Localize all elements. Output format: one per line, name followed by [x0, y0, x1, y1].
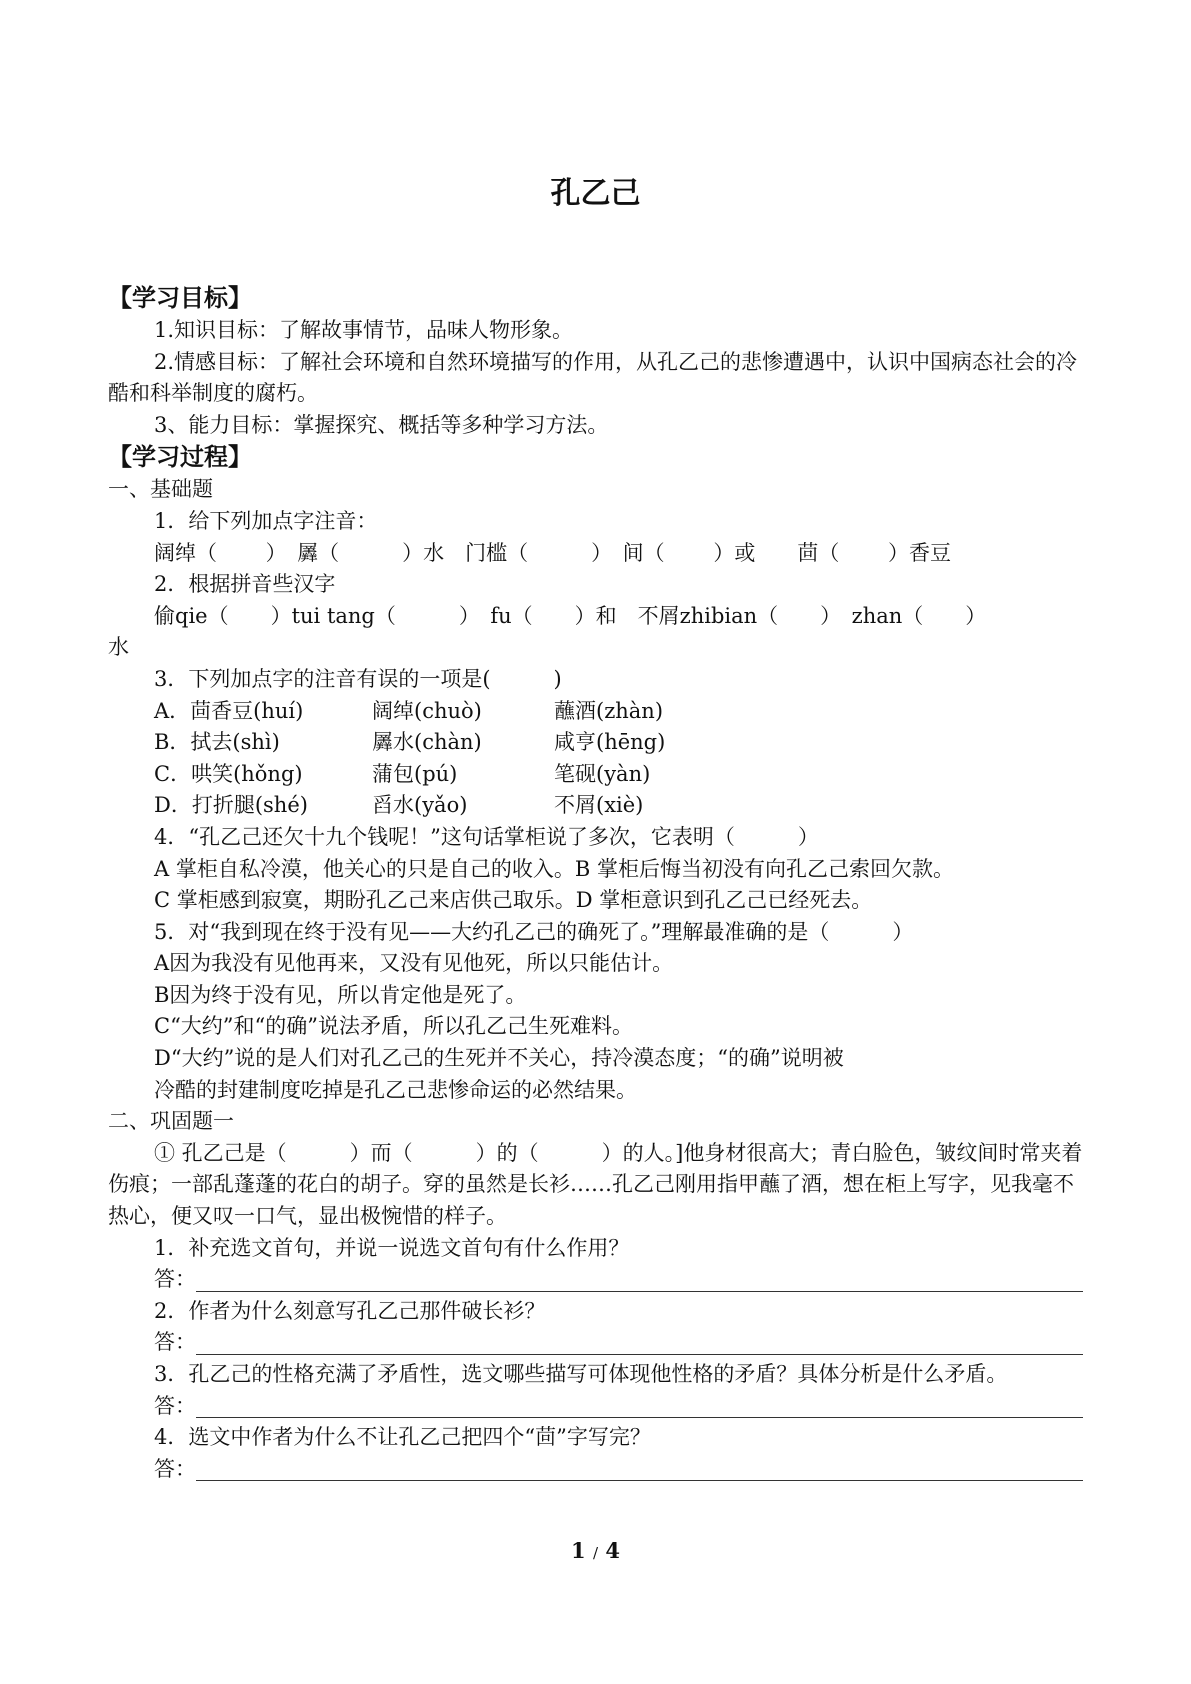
question-stem: 4．“孔乙己还欠十九个钱呢！”这句话掌柜说了多次，它表明（ ） [154, 824, 819, 849]
answer-label: 答： [154, 1393, 196, 1418]
goal-item: 3、能力目标：掌握探究、概括等多种学习方法。 [154, 412, 609, 437]
question-line: C 掌柜感到寂寞，期盼孔乙己来店供己取乐。D 掌柜意识到孔乙己已经死去。 [154, 888, 873, 913]
section-title: 二、巩固题一 [108, 1109, 234, 1134]
question-line: B因为终于没有见，所以肯定他是死了。 [154, 982, 527, 1007]
question-stem: 3．下列加点字的注音有误的一项是( ) [154, 666, 562, 691]
option-cell: A．茴香豆(huí) [154, 698, 304, 723]
page-title: 孔乙己 [550, 176, 641, 211]
answer-row [108, 1264, 1083, 1296]
question-stem: 2．根据拼音些汉字 [154, 572, 336, 597]
answer-label: 答： [154, 1267, 196, 1292]
page-number [0, 1538, 1191, 1563]
answer-label: 答： [154, 1330, 196, 1355]
option-row [108, 727, 1083, 759]
option-cell: 蘸酒(zhàn) [554, 698, 664, 723]
answer-label: 答： [154, 1456, 196, 1481]
question-line: C“大约”和“的确”说法矛盾，所以孔乙己生死难料。 [154, 1014, 634, 1039]
page-current: 1 [571, 1538, 586, 1563]
option-cell: 不屑(xiè) [554, 793, 644, 818]
answer-row [108, 1454, 1083, 1486]
option-cell: 羼水(chàn) [372, 730, 482, 755]
goal-item: 2.情感目标：了解社会环境和自然环境描写的作用，从孔乙己的悲惨遭遇中，认识中国病态社会的冷酷和科举制度的腐朽。 [108, 349, 1078, 406]
answer-line[interactable] [196, 1393, 1083, 1418]
reading-passage: ① 孔乙己是（ ）而（ ）的（ ）的人。]他身材很高大；青白脸色，皱纹间时常夹着伤痕；一部乱蓬蓬的花白的胡子。穿的虽然是长衫……孔乙己刚用指甲蘸了酒，想在柜上写字，见我毫不热心，便又叹一口气，显出极惋惜的样子。 [108, 1140, 1083, 1229]
answer-line[interactable] [196, 1267, 1083, 1292]
option-cell: C．哄笑(hǒng) [154, 761, 303, 786]
page-separator: / [592, 1544, 599, 1562]
option-cell: 蒲包(pú) [372, 761, 458, 786]
question-line: 偷qie（ ）tui tang（ ） fu（ ）和 不屑zhibian（ ） zhan（ ） [154, 603, 987, 628]
option-row [108, 790, 1083, 822]
answer-line[interactable] [196, 1330, 1083, 1355]
option-cell: 阔绰(chuò) [372, 698, 482, 723]
option-row [108, 696, 1083, 728]
option-cell: 舀水(yǎo) [372, 793, 468, 818]
section-title: 一、基础题 [108, 477, 213, 502]
answer-row [108, 1391, 1083, 1423]
question-line: D“大约”说的是人们对孔乙己的生死并不关心，持冷漠态度；“的确”说明被 [154, 1046, 844, 1071]
process-heading: 【学习过程】 [108, 443, 252, 472]
question-line: 阔绰（ ） 羼（ ）水 门槛（ ） 间（ ）或 茴（ ）香豆 [154, 540, 952, 565]
question-line: 水 [108, 635, 129, 660]
answer-row [108, 1327, 1083, 1359]
option-cell: D．打折腿(shé) [154, 793, 308, 818]
page-total: 4 [605, 1538, 620, 1563]
goals-heading: 【学习目标】 [108, 284, 252, 312]
question-stem: 5．对“我到现在终于没有见——大约孔乙己的确死了。”理解最准确的是（ ） [154, 919, 914, 944]
answer-line[interactable] [196, 1456, 1083, 1481]
worksheet-body [108, 282, 1083, 1485]
option-cell: 咸亨(hēng) [554, 730, 666, 755]
option-row [108, 759, 1083, 791]
option-cell: B．拭去(shì) [154, 730, 280, 755]
question-stem: 4．选文中作者为什么不让孔乙己把四个“茴”字写完？ [154, 1425, 651, 1450]
question-stem: 3．孔乙己的性格充满了矛盾性，选文哪些描写可体现他性格的矛盾？具体分析是什么矛盾。 [154, 1362, 1008, 1386]
question-line: 冷酷的封建制度吃掉是孔乙己悲惨命运的必然结果。 [154, 1077, 637, 1102]
question-stem: 2．作者为什么刻意写孔乙己那件破长衫？ [154, 1298, 546, 1323]
goal-item: 1.知识目标：了解故事情节，品味人物形象。 [154, 318, 574, 342]
question-line: A因为我没有见他再来，又没有见他死，所以只能估计。 [154, 951, 674, 976]
option-cell: 笔砚(yàn) [554, 761, 651, 786]
question-stem: 1．给下列加点字注音： [154, 508, 378, 533]
question-stem: 1．补充选文首句，并说一说选文首句有什么作用？ [154, 1235, 630, 1260]
question-line: A 掌柜自私冷漠，他关心的只是自己的收入。B 掌柜后悔当初没有向孔乙己索回欠款。 [154, 856, 954, 881]
